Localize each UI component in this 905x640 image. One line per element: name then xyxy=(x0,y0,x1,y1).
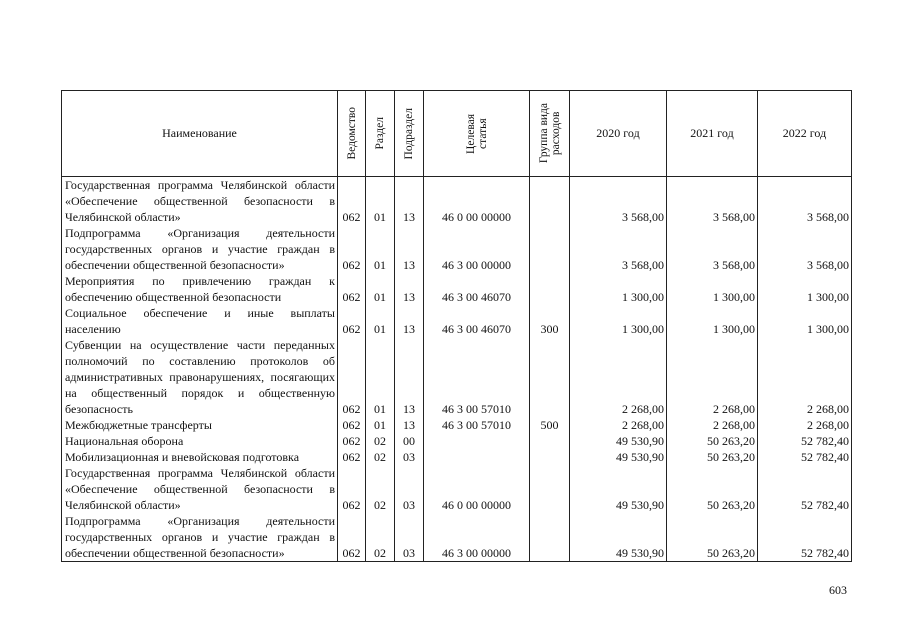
cell-razdel: 01 xyxy=(366,273,395,305)
cell-2022: 1 300,00 xyxy=(758,273,852,305)
cell-2020: 3 568,00 xyxy=(570,225,667,273)
table-row xyxy=(62,465,852,513)
cell-celevaya-statya: 46 0 00 00000 xyxy=(424,177,530,226)
cell-name: Государственная программа Челябинской области «Обеспечение общественной безопасности в Челябинской области» xyxy=(62,465,338,513)
cell-razdel: 02 xyxy=(366,449,395,465)
cell-2020: 1 300,00 xyxy=(570,305,667,337)
cell-vedomstvo: 062 xyxy=(338,225,366,273)
cell-podrazdel: 00 xyxy=(395,433,424,449)
cell-gruppa: 300 xyxy=(530,305,570,337)
cell-vedomstvo: 062 xyxy=(338,449,366,465)
header-year-2020: 2020 год xyxy=(570,91,667,177)
cell-vedomstvo: 062 xyxy=(338,465,366,513)
cell-2020: 49 530,90 xyxy=(570,465,667,513)
cell-2020: 49 530,90 xyxy=(570,433,667,449)
cell-celevaya-statya: 46 0 00 00000 xyxy=(424,465,530,513)
table-body xyxy=(62,177,852,562)
table-row xyxy=(62,273,852,305)
cell-gruppa xyxy=(530,465,570,513)
cell-celevaya-statya: 46 3 00 00000 xyxy=(424,225,530,273)
cell-2021: 1 300,00 xyxy=(667,305,758,337)
cell-podrazdel: 03 xyxy=(395,465,424,513)
cell-2022: 2 268,00 xyxy=(758,337,852,417)
cell-name: Мобилизационная и вневойсковая подготовка xyxy=(62,449,338,465)
cell-2021: 2 268,00 xyxy=(667,337,758,417)
table-row xyxy=(62,225,852,273)
cell-2020: 1 300,00 xyxy=(570,273,667,305)
cell-celevaya-statya: 46 3 00 46070 xyxy=(424,273,530,305)
table-row xyxy=(62,177,852,226)
cell-podrazdel: 13 xyxy=(395,177,424,226)
cell-razdel: 01 xyxy=(366,177,395,226)
table-row xyxy=(62,433,852,449)
cell-2022: 2 268,00 xyxy=(758,417,852,433)
table-row xyxy=(62,305,852,337)
cell-2020: 49 530,90 xyxy=(570,449,667,465)
header-vedomstvo: Ведомство xyxy=(338,91,366,177)
cell-name: Мероприятия по привлечению граждан к обеспечению общественной безопасности xyxy=(62,273,338,305)
cell-2022: 52 782,40 xyxy=(758,433,852,449)
cell-2020: 49 530,90 xyxy=(570,513,667,562)
table-row xyxy=(62,513,852,562)
cell-gruppa xyxy=(530,225,570,273)
cell-celevaya-statya: 46 3 00 00000 xyxy=(424,513,530,562)
cell-celevaya-statya xyxy=(424,433,530,449)
cell-2020: 3 568,00 xyxy=(570,177,667,226)
cell-name: Подпрограмма «Организация деятельности государственных органов и участие граждан в обеспечении общественной безопасности» xyxy=(62,513,338,562)
cell-podrazdel: 03 xyxy=(395,513,424,562)
cell-2020: 2 268,00 xyxy=(570,417,667,433)
cell-2021: 50 263,20 xyxy=(667,433,758,449)
cell-2021: 3 568,00 xyxy=(667,225,758,273)
cell-2020: 2 268,00 xyxy=(570,337,667,417)
cell-2021: 3 568,00 xyxy=(667,177,758,226)
cell-celevaya-statya: 46 3 00 57010 xyxy=(424,337,530,417)
cell-2021: 1 300,00 xyxy=(667,273,758,305)
budget-table xyxy=(61,90,852,562)
cell-gruppa xyxy=(530,449,570,465)
cell-podrazdel: 13 xyxy=(395,225,424,273)
cell-gruppa xyxy=(530,273,570,305)
cell-2022: 52 782,40 xyxy=(758,465,852,513)
table-row xyxy=(62,449,852,465)
cell-vedomstvo: 062 xyxy=(338,433,366,449)
cell-name: Национальная оборона xyxy=(62,433,338,449)
header-gruppa-vida-rashodov: Группа вида расходов xyxy=(530,91,570,177)
cell-vedomstvo: 062 xyxy=(338,513,366,562)
cell-razdel: 01 xyxy=(366,337,395,417)
cell-vedomstvo: 062 xyxy=(338,337,366,417)
cell-gruppa xyxy=(530,337,570,417)
cell-gruppa xyxy=(530,433,570,449)
cell-podrazdel: 13 xyxy=(395,305,424,337)
table-row xyxy=(62,417,852,433)
cell-2021: 2 268,00 xyxy=(667,417,758,433)
header-year-2022: 2022 год xyxy=(758,91,852,177)
cell-vedomstvo: 062 xyxy=(338,273,366,305)
cell-podrazdel: 13 xyxy=(395,337,424,417)
cell-vedomstvo: 062 xyxy=(338,305,366,337)
cell-razdel: 02 xyxy=(366,433,395,449)
cell-name: Подпрограмма «Организация деятельности государственных органов и участие граждан в обеспечении общественной безопасности» xyxy=(62,225,338,273)
cell-gruppa xyxy=(530,177,570,226)
cell-razdel: 01 xyxy=(366,417,395,433)
header-name: Наименование xyxy=(62,91,338,177)
cell-name: Межбюджетные трансферты xyxy=(62,417,338,433)
cell-2022: 1 300,00 xyxy=(758,305,852,337)
cell-celevaya-statya: 46 3 00 57010 xyxy=(424,417,530,433)
cell-podrazdel: 13 xyxy=(395,273,424,305)
header-celevaya-statya: Целевая статья xyxy=(424,91,530,177)
cell-name: Государственная программа Челябинской области «Обеспечение общественной безопасности в Челябинской области» xyxy=(62,177,338,226)
cell-2022: 52 782,40 xyxy=(758,513,852,562)
cell-name: Социальное обеспечение и иные выплаты населению xyxy=(62,305,338,337)
header-razdel: Раздел xyxy=(366,91,395,177)
header-row xyxy=(62,91,852,177)
table-row xyxy=(62,337,852,417)
header-podrazdel: Подраздел xyxy=(395,91,424,177)
cell-razdel: 02 xyxy=(366,465,395,513)
cell-2022: 3 568,00 xyxy=(758,225,852,273)
cell-2022: 3 568,00 xyxy=(758,177,852,226)
page-number: 603 xyxy=(829,583,847,597)
cell-celevaya-statya xyxy=(424,449,530,465)
cell-podrazdel: 13 xyxy=(395,417,424,433)
cell-2022: 52 782,40 xyxy=(758,449,852,465)
cell-podrazdel: 03 xyxy=(395,449,424,465)
cell-razdel: 01 xyxy=(366,225,395,273)
cell-celevaya-statya: 46 3 00 46070 xyxy=(424,305,530,337)
cell-razdel: 02 xyxy=(366,513,395,562)
cell-vedomstvo: 062 xyxy=(338,177,366,226)
cell-razdel: 01 xyxy=(366,305,395,337)
header-year-2021: 2021 год xyxy=(667,91,758,177)
cell-gruppa: 500 xyxy=(530,417,570,433)
cell-2021: 50 263,20 xyxy=(667,465,758,513)
cell-2021: 50 263,20 xyxy=(667,513,758,562)
cell-vedomstvo: 062 xyxy=(338,417,366,433)
cell-name: Субвенции на осуществление части переданных полномочий по составлению протоколов об административных правонарушениях, посягающих на общественный порядок и общественную безопасность xyxy=(62,337,338,417)
cell-gruppa xyxy=(530,513,570,562)
cell-2021: 50 263,20 xyxy=(667,449,758,465)
